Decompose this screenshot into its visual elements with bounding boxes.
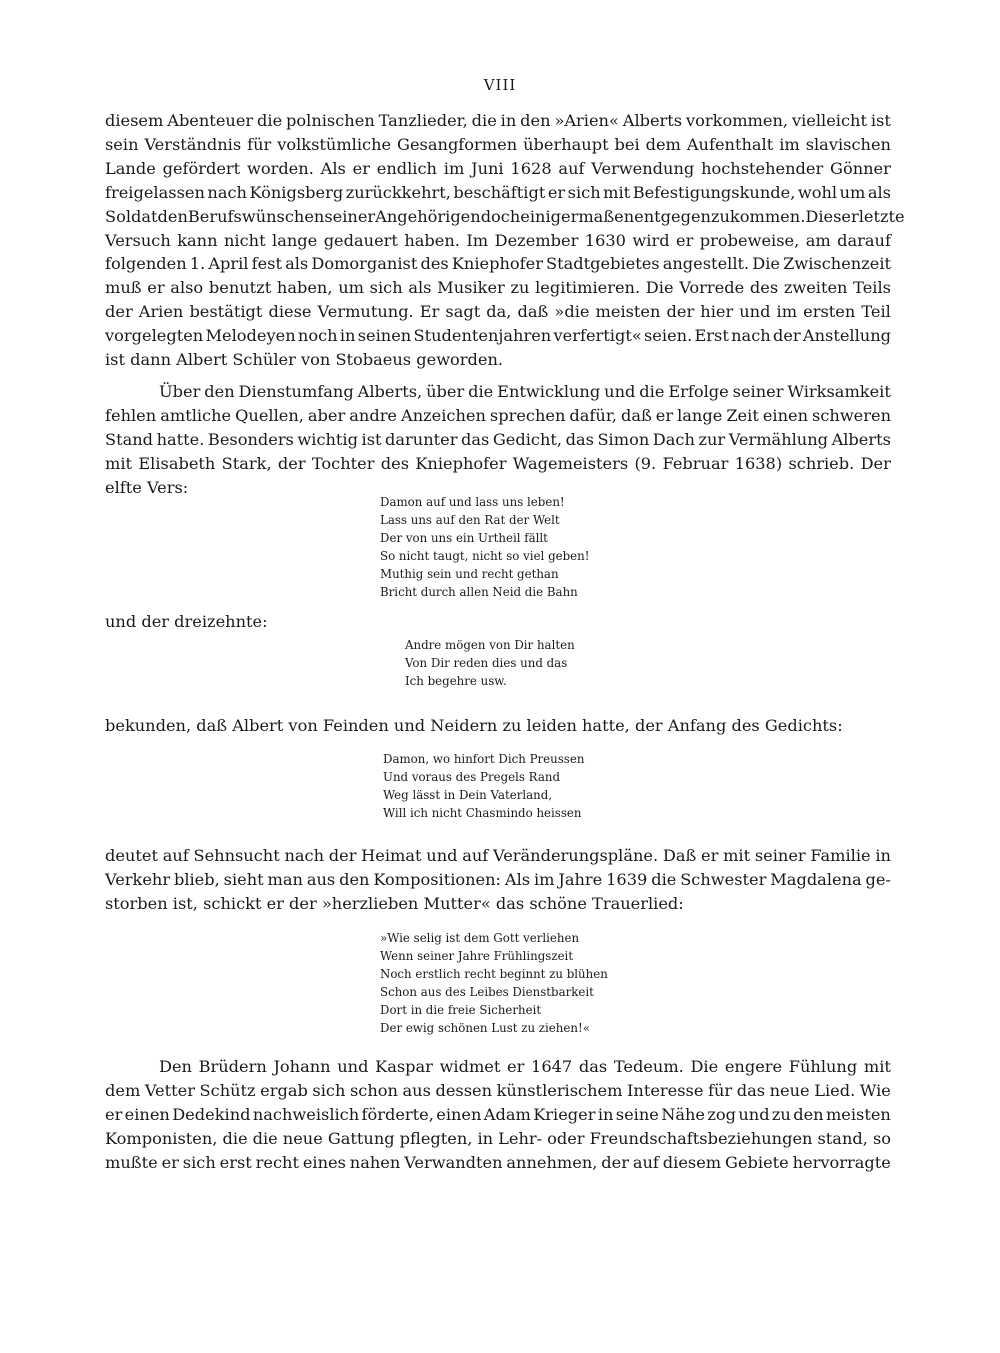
verse-elfter xyxy=(380,494,589,601)
verse-line: Damon, wo hinfort Dich Preussen xyxy=(383,752,585,766)
text-line: Über den Dienstumfang Alberts, über die Entwicklung und die Erfolge seiner Wirksamkeit xyxy=(159,382,891,401)
text-line: er einen Dedekind nachweislich förderte, einen Adam Krieger in seine Nähe zog und zu den meisten xyxy=(105,1104,891,1124)
verse-line: So nicht taugt, nicht so viel geben! xyxy=(380,548,590,563)
verse-line: Der von uns ein Urtheil fällt xyxy=(380,530,548,545)
text-line: deutet auf Sehnsucht nach der Heimat und auf Veränderungspläne. Daß er mit seiner Familie in xyxy=(105,846,891,865)
connector-dreizehnte xyxy=(105,610,891,634)
verse-line: Muthig sein und recht gethan xyxy=(380,566,559,581)
text-line: freigelassen nach Königsberg zurückkehrt, beschäftigt er sich mit Befestigungskunde, wohl um als xyxy=(105,182,891,202)
text-line: sein Verständnis für volkstümliche Gesangformen überhaupt bei dem Aufenthalt im slavischen xyxy=(105,134,891,154)
text-line: dem Vetter Schütz ergab sich schon aus dessen künstlerischem Interesse für das neue Lied. Wie xyxy=(105,1080,891,1100)
text-line: muß er also benutzt haben, um sich als Musiker zu legitimieren. Die Vorrede des zweiten Teils xyxy=(105,278,891,298)
paragraph-2 xyxy=(105,380,891,500)
text-line: Soldat den Berufswünschen seiner Angehörigen doch einigermaßen entgegenzukommen. Dieser letzte xyxy=(105,206,905,226)
verse-line: Bricht durch allen Neid die Bahn xyxy=(380,584,578,599)
verse-line: Noch erstlich recht beginnt zu blühen xyxy=(380,966,608,981)
verse-line: Damon auf und lass uns leben! xyxy=(380,495,565,509)
text-line: der Arien bestätigt diese Vermutung. Er sagt da, daß »die meisten der hier und im ersten Teil xyxy=(105,302,891,322)
page-number: VIII xyxy=(483,76,517,94)
text-line: Den Brüdern Johann und Kaspar widmet er 1647 das Tedeum. Die engere Fühlung mit xyxy=(159,1057,891,1076)
verse-line: Schon aus des Leibes Dienstbarkeit xyxy=(380,984,594,999)
verse-anfang xyxy=(383,751,584,823)
verse-line: Dort in die freie Sicherheit xyxy=(380,1002,542,1017)
verse-line: Wenn seiner Jahre Frühlingszeit xyxy=(380,948,574,963)
text-line: diesem Abenteuer die polnischen Tanzlieder, die in den »Arien« Alberts vorkommen, vielleicht ist xyxy=(105,111,891,130)
paragraph-3 xyxy=(105,844,891,916)
verse-line: Und voraus des Pregels Rand xyxy=(383,769,561,784)
connector-anfang xyxy=(105,714,891,738)
verse-line: »Wie selig ist dem Gott verliehen xyxy=(380,931,580,945)
text-line: bekunden, daß Albert von Feinden und Neidern zu leiden hatte, der Anfang des Gedichts: xyxy=(105,716,843,735)
verse-line: Von Dir reden dies und das xyxy=(405,655,568,670)
verse-line: Andre mögen von Dir halten xyxy=(405,638,575,652)
text-line: Versuch kann nicht lange gedauert haben. Im Dezember 1630 wird er probeweise, am darauf xyxy=(105,230,891,250)
verse-line: Lass uns auf den Rat der Welt xyxy=(380,512,560,527)
text-line: Lande gefördert worden. Als er endlich im Juni 1628 auf Verwendung hochstehender Gönner xyxy=(105,158,891,178)
text-line: und der dreizehnte: xyxy=(105,612,268,631)
verse-line: Ich begehre usw. xyxy=(405,673,507,688)
text-line: storben ist, schickt er der »herzlieben Mutter« das schöne Trauerlied: xyxy=(105,893,684,913)
text-line: Stand hatte. Besonders wichtig ist darunter das Gedicht, das Simon Dach zur Vermählung Alberts xyxy=(105,429,891,449)
paragraph-4 xyxy=(105,1055,891,1175)
text-line: fehlen amtliche Quellen, aber andre Anzeichen sprechen dafür, daß er lange Zeit einen schweren xyxy=(105,405,891,425)
text-line: vorgelegten Melodeyen noch in seinen Studentenjahren verfertigt« seien. Erst nach der Anstellung xyxy=(105,326,891,346)
verse-line: Will ich nicht Chasmindo heissen xyxy=(383,805,582,820)
verse-line: Weg lässt in Dein Vaterland, xyxy=(383,787,553,802)
verse-trauerlied xyxy=(380,930,608,1037)
text-line: Komponisten, die die neue Gattung pflegten, in Lehr- oder Freundschaftsbeziehungen stand, so xyxy=(105,1128,891,1148)
verse-line: Der ewig schönen Lust zu ziehen!« xyxy=(380,1020,590,1035)
text-line: folgenden 1. April fest als Domorganist des Kniephofer Stadtgebietes angestellt. Die Zwischenzeit xyxy=(105,254,891,274)
verse-dreizehnter xyxy=(405,637,575,691)
text-line: elfte Vers: xyxy=(105,477,189,497)
text-line: mußte er sich erst recht eines nahen Verwandten annehmen, der auf diesem Gebiete hervorragte xyxy=(105,1152,891,1172)
text-line: Verkehr blieb, sieht man aus den Kompositionen: Als im Jahre 1639 die Schwester Magdalena ge- xyxy=(105,869,891,889)
paragraph-1 xyxy=(105,109,905,372)
text-line: ist dann Albert Schüler von Stobaeus geworden. xyxy=(105,350,504,370)
text-line: mit Elisabeth Stark, der Tochter des Kniephofer Wagemeisters (9. Februar 1638) schrieb. Der xyxy=(105,453,891,473)
